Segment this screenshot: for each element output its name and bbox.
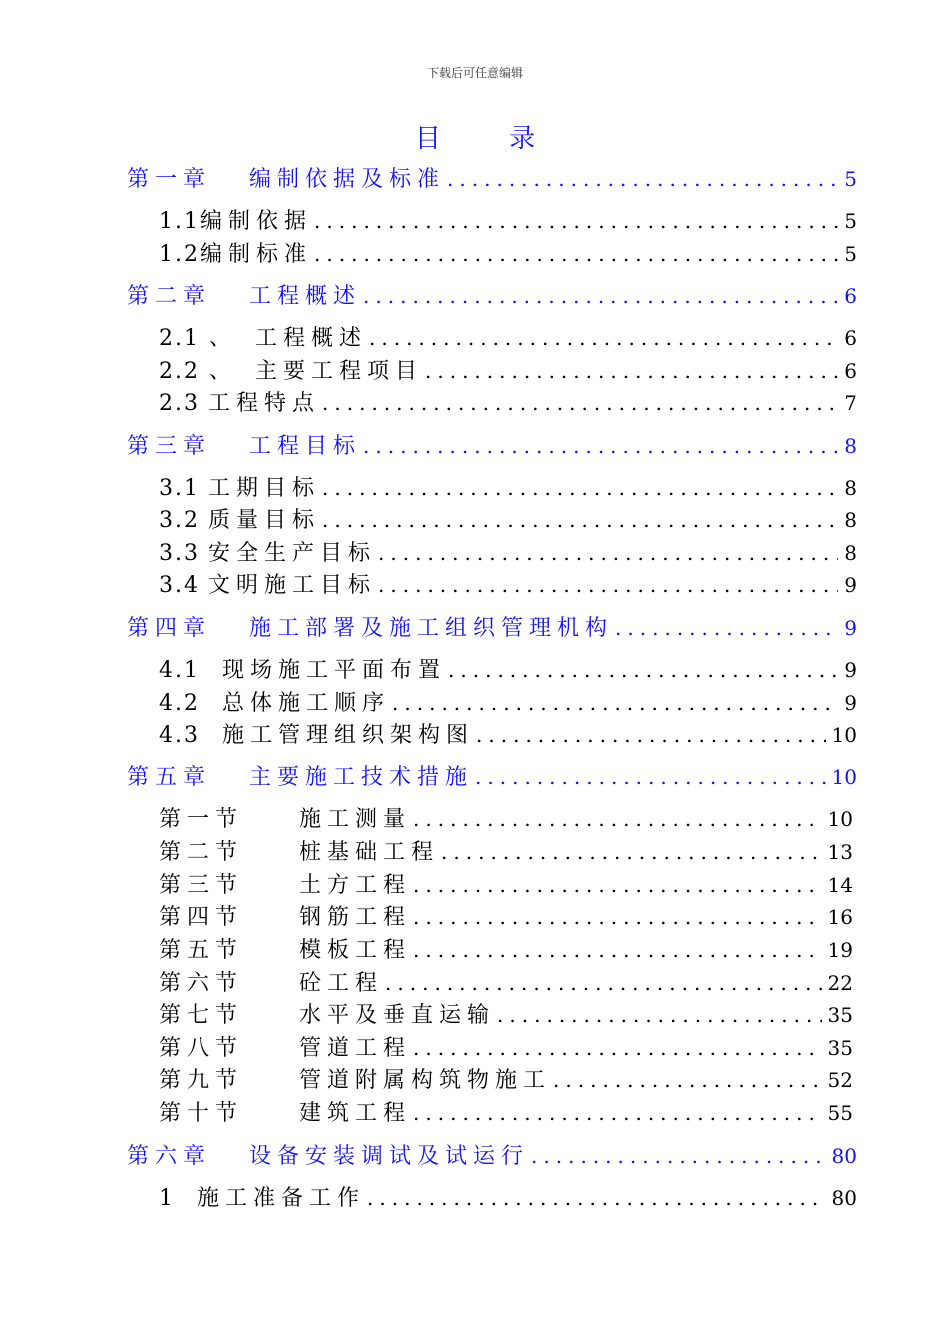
- toc-entry-number: 第八节: [159, 1036, 244, 1061]
- toc-page-number: 6: [844, 284, 857, 308]
- toc-entry-number: 第三章: [127, 434, 212, 459]
- toc-section-entry[interactable]: [159, 719, 857, 751]
- toc-section-entry[interactable]: [159, 1182, 857, 1214]
- toc-entry-title: 主要施工技术措施: [249, 765, 474, 790]
- toc-chapter-entry[interactable]: [127, 163, 857, 195]
- toc-entry-number: 2.3: [159, 391, 200, 416]
- toc-entry-title: 设备安装调试及试运行: [249, 1144, 530, 1169]
- toc-entry-label: [159, 804, 411, 835]
- toc-chapter-entry[interactable]: [127, 430, 857, 462]
- toc-entry-number: 4.2: [159, 691, 200, 716]
- toc-entry-label: [159, 870, 411, 901]
- toc-page-number: 9: [844, 573, 857, 597]
- toc-entry-number: 1.1: [159, 209, 200, 234]
- toc-entry-label: [159, 323, 367, 354]
- toc-entry-number: 第二章: [127, 284, 212, 309]
- toc-title-char-1: 目: [414, 124, 441, 154]
- toc-entry-number: 第二节: [159, 840, 244, 865]
- toc-entry-number: 3.1: [159, 476, 200, 501]
- toc-page-number: 10: [827, 807, 853, 831]
- toc-page-number: 8: [844, 476, 857, 500]
- toc-section-entry[interactable]: [159, 504, 857, 536]
- toc-section-entry[interactable]: [159, 205, 857, 237]
- toc-entry-title: 模板工程: [299, 938, 412, 963]
- toc-entry-title: 钢筋工程: [299, 905, 412, 930]
- toc-page-number: 9: [844, 658, 857, 682]
- toc-page-number: 35: [827, 1036, 853, 1060]
- toc-dot-leader: [413, 901, 822, 933]
- toc-entry-title: 主要工程项目: [254, 359, 423, 384]
- toc-entry-number: 第五章: [127, 765, 212, 790]
- toc-page-number: 80: [831, 1186, 857, 1210]
- toc-entry-number: 3.2: [159, 508, 200, 533]
- toc-dot-leader: [322, 504, 838, 536]
- toc-entry-label: [159, 388, 320, 419]
- toc-page-number: 6: [844, 326, 857, 350]
- toc-chapter-entry[interactable]: [127, 1140, 857, 1172]
- toc-page-number: 7: [844, 391, 857, 415]
- toc-entry-title: 土方工程: [299, 873, 412, 898]
- toc-entry-label: [159, 505, 320, 536]
- toc-page-number: 80: [831, 1144, 857, 1168]
- toc-dot-leader: [553, 1064, 822, 1096]
- toc-section-entry[interactable]: [159, 1097, 853, 1129]
- toc-dot-leader: [314, 238, 838, 270]
- toc-entry-label: [159, 902, 411, 933]
- toc-entry-label: [127, 281, 361, 312]
- toc-section-entry[interactable]: [159, 1064, 853, 1096]
- toc-entry-label: [159, 720, 474, 751]
- toc-entry-label: [159, 1065, 551, 1096]
- toc-section-entry[interactable]: [159, 803, 853, 835]
- toc-section-entry[interactable]: [159, 322, 857, 354]
- toc-page-number: 55: [827, 1101, 853, 1125]
- toc-page-number: 5: [844, 167, 857, 191]
- toc-dot-leader: [392, 687, 838, 719]
- toc-entry-title: 工程概述: [249, 284, 362, 309]
- toc-entry-title: 编制依据: [200, 209, 313, 234]
- toc-dot-leader: [413, 803, 822, 835]
- toc-entry-title: 质量目标: [208, 508, 321, 533]
- toc-entry-number: 第九节: [159, 1068, 244, 1093]
- toc-entry-number: 第一章: [127, 167, 212, 192]
- toc-dot-leader: [322, 387, 838, 419]
- toc-dot-leader: [475, 761, 826, 793]
- toc-page-number: 8: [844, 434, 857, 458]
- toc-dot-leader: [378, 569, 838, 601]
- toc-entry-label: [159, 837, 439, 868]
- toc-entry-label: [127, 762, 473, 793]
- toc-entry-label: [159, 538, 376, 569]
- toc-entry-label: [159, 935, 411, 966]
- toc-entry-number: 4.3: [159, 723, 200, 748]
- toc-entry-label: [159, 1033, 411, 1064]
- toc-entry-label: [159, 356, 423, 387]
- toc-entry-title: 工程特点: [208, 391, 321, 416]
- toc-entry-title: 安全生产目标: [208, 541, 377, 566]
- toc-entry-title: 工期目标: [208, 476, 321, 501]
- toc-entry-title: 施工准备工作: [197, 1186, 366, 1211]
- toc-dot-leader: [413, 869, 822, 901]
- toc-entry-title: 工程目标: [249, 434, 362, 459]
- toc-entry-number: 3.4: [159, 573, 200, 598]
- toc-page-number: 6: [844, 359, 857, 383]
- toc-dot-leader: [322, 472, 838, 504]
- toc-entry-title: 编制依据及标准: [249, 167, 446, 192]
- toc-dot-leader: [476, 719, 826, 751]
- toc-section-entry[interactable]: [159, 934, 853, 966]
- toc-entry-label: [159, 1183, 365, 1214]
- toc-entry-label: [159, 1000, 495, 1031]
- toc-page-number: 9: [844, 691, 857, 715]
- toc-section-entry[interactable]: [159, 967, 853, 999]
- toc-section-entry[interactable]: [159, 836, 853, 868]
- toc-entry-label: [159, 1098, 411, 1129]
- toc-page-number: 35: [827, 1003, 853, 1027]
- toc-entry-label: [159, 570, 376, 601]
- toc-section-entry[interactable]: [159, 537, 857, 569]
- page-header-note: 下载后可任意编辑: [426, 66, 523, 80]
- toc-entry-label: [159, 655, 446, 686]
- toc-dot-leader: [363, 430, 838, 462]
- toc-page-number: 10: [831, 765, 857, 789]
- toc-entry-title: 现场施工平面布置: [222, 658, 447, 683]
- toc-entry-number: 第七节: [159, 1003, 244, 1028]
- toc-entry-number: 1.2: [159, 242, 200, 267]
- toc-page-number: 22: [827, 971, 853, 995]
- toc-page-number: 8: [844, 541, 857, 565]
- toc-entry-label: [127, 613, 613, 644]
- toc-dot-leader: [448, 654, 838, 686]
- toc-page-number: 14: [827, 873, 853, 897]
- toc-title-char-2: 录: [509, 124, 536, 154]
- toc-entry-title: 文明施工目标: [208, 573, 377, 598]
- toc-entry-title: 总体施工顺序: [222, 691, 391, 716]
- toc-entry-title: 编制标准: [200, 242, 313, 267]
- toc-entry-label: [159, 239, 312, 270]
- toc-page-number: 5: [844, 242, 857, 266]
- toc-section-entry[interactable]: [159, 355, 857, 387]
- toc-entry-number: 第四节: [159, 905, 244, 930]
- toc-entry-title: 施工部署及施工组织管理机构: [249, 616, 614, 641]
- toc-chapter-entry[interactable]: [127, 612, 857, 644]
- toc-dot-leader: [531, 1140, 826, 1172]
- toc-dot-leader: [441, 836, 822, 868]
- toc-entry-title: 砼工程: [299, 971, 384, 996]
- toc-entry-title: 桩基础工程: [299, 840, 440, 865]
- toc-entry-number: 第三节: [159, 873, 244, 898]
- toc-dot-leader: [369, 322, 838, 354]
- toc-page-number: 9: [844, 616, 857, 640]
- toc-dot-leader: [378, 537, 838, 569]
- toc-page-number: 13: [827, 840, 853, 864]
- toc-entry-number: 第一节: [159, 807, 244, 832]
- toc-dot-leader: [447, 163, 838, 195]
- toc-dot-leader: [425, 355, 838, 387]
- toc-chapter-entry[interactable]: [127, 761, 857, 793]
- toc-entry-label: [127, 431, 361, 462]
- toc-dot-leader: [413, 934, 822, 966]
- toc-entry-label: [127, 164, 445, 195]
- toc-section-entry[interactable]: [159, 869, 853, 901]
- toc-entry-title: 建筑工程: [299, 1101, 412, 1126]
- toc-title: [0, 118, 950, 155]
- toc-page-number: 8: [844, 508, 857, 532]
- toc-entry-number: 2.1 、: [159, 326, 233, 351]
- toc-entry-label: [127, 1141, 529, 1172]
- toc-entry-label: [159, 688, 390, 719]
- toc-chapter-entry[interactable]: [127, 280, 857, 312]
- toc-page-number: 52: [827, 1068, 853, 1092]
- toc-dot-leader: [413, 1097, 822, 1129]
- toc-entry-number: 第五节: [159, 938, 244, 963]
- toc-section-entry[interactable]: [159, 569, 857, 601]
- toc-section-entry[interactable]: [159, 472, 857, 504]
- toc-section-entry[interactable]: [159, 999, 853, 1031]
- toc-section-entry[interactable]: [159, 654, 857, 686]
- toc-section-entry[interactable]: [159, 901, 853, 933]
- toc-dot-leader: [367, 1182, 826, 1214]
- toc-entry-label: [159, 206, 312, 237]
- toc-entry-title: 水平及垂直运输: [299, 1003, 496, 1028]
- toc-entry-label: [159, 473, 320, 504]
- toc-page-number: 19: [827, 938, 853, 962]
- toc-entry-title: 管道工程: [299, 1036, 412, 1061]
- toc-entry-number: 1: [159, 1186, 175, 1211]
- toc-entry-title: 施工管理组织架构图: [222, 723, 475, 748]
- toc-page-number: 16: [827, 905, 853, 929]
- toc-entry-title: 施工测量: [299, 807, 412, 832]
- toc-entry-number: 第四章: [127, 616, 212, 641]
- toc-section-entry[interactable]: [159, 1032, 853, 1064]
- toc-entry-number: 3.3: [159, 541, 200, 566]
- toc-section-entry[interactable]: [159, 387, 857, 419]
- toc-entry-label: [159, 968, 383, 999]
- toc-dot-leader: [615, 612, 838, 644]
- toc-entry-number: 第六节: [159, 971, 244, 996]
- toc-dot-leader: [497, 999, 822, 1031]
- toc-page-number: 10: [831, 723, 857, 747]
- toc-entry-number: 4.1: [159, 658, 200, 683]
- toc-section-entry[interactable]: [159, 238, 857, 270]
- toc-dot-leader: [363, 280, 838, 312]
- toc-entry-number: 第六章: [127, 1144, 212, 1169]
- toc-dot-leader: [385, 967, 822, 999]
- toc-dot-leader: [413, 1032, 822, 1064]
- toc-section-entry[interactable]: [159, 687, 857, 719]
- toc-page-number: 5: [844, 209, 857, 233]
- toc-entry-number: 第十节: [159, 1101, 244, 1126]
- toc-entry-number: 2.2 、: [159, 359, 233, 384]
- toc-dot-leader: [314, 205, 838, 237]
- toc-entry-title: 管道附属构筑物施工: [299, 1068, 552, 1093]
- toc-entry-title: 工程概述: [254, 326, 367, 351]
